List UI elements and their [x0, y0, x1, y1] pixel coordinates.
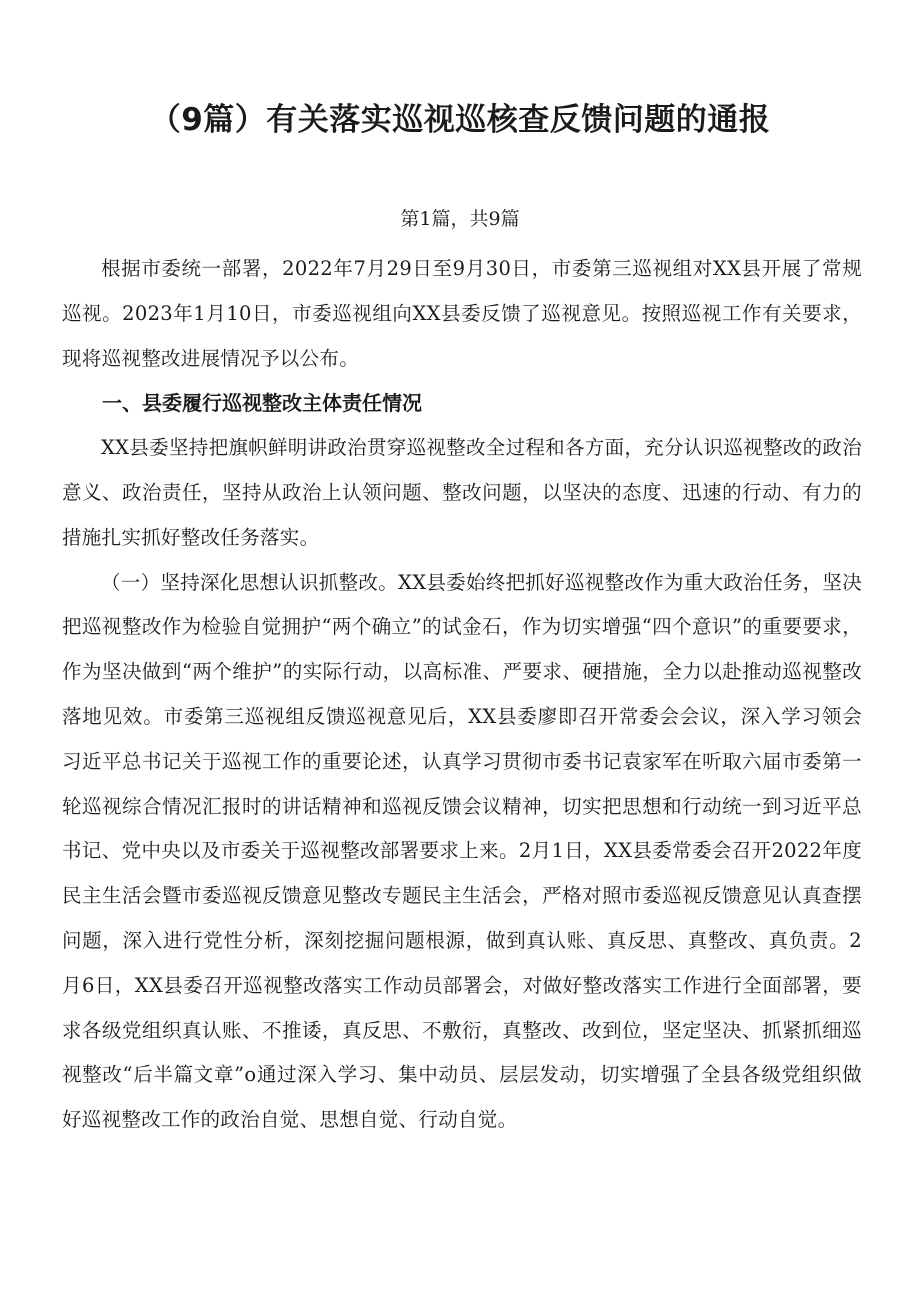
document-title: （9篇）有关落实巡视巡核查反馈问题的通报 [149, 102, 771, 138]
document-body [62, 247, 862, 1143]
paragraph-section-detail: （一）坚持深化思想认识抓整改。XX县委始终把抓好巡视整改作为重大政治任务，坚决把巡视整改作为检验自觉拥护“两个确立”的试金石，作为切实增强“四个意识”的重要要求，作为坚决做到“两个维护”的实际行动，以高标准、严要求、硬措施，全力以赴推动巡视整改落地见效。市委第三巡视组反馈巡视意见后，XX县委廖即召开常委会会议，深入学习领会习近平总书记关于巡视工作的重要论述，认真学习贯彻市委书记袁家军在听取六届市委第一轮巡视综合情况汇报时的讲话精神和巡视反馈会议精神，切实把思想和行动统一到习近平总书记、党中央以及市委关于巡视整改部署要求上来。2月1日，XX县委常委会召开2022年度民主生活会暨市委巡视反馈意见整改专题民主生活会，严格对照市委巡视反馈意见认真查摆问题，深入进行党性分析，深刻挖掘问题根源，做到真认账、真反思、真整改、真负责。2月6日，XX县委召开巡视整改落实工作动员部署会，对做好整改落实工作进行全面部署，要求各级党组织真认账、不推诿，真反思、不敷衍，真整改、改到位，坚定坚决、抓紧抓细巡视整改“后半篇文章”o通过深入学习、集中动员、层层发动，切实增强了全县各级党组织做好巡视整改工作的政治自觉、思想自觉、行动自觉。 [62, 570, 862, 1132]
paragraph-section-overview: XX县委坚持把旗帜鲜明讲政治贯穿巡视整改全过程和各方面，充分认识巡视整改的政治意义、政治责任，坚持从政治上认领问题、整改问题，以坚决的态度、迅速的行动、有力的措施扎实抓好整改任务落实。 [62, 436, 862, 549]
document-subtitle: 第1篇，共9篇 [400, 208, 520, 230]
paragraph-intro: 根据市委统一部署，2022年7月29日至9月30日，市委第三巡视组对XX县开展了常规巡视。2023年1月10日，市委巡视组向XX县委反馈了巡视意见。按照巡视工作有关要求，现将巡视整改进展情况予以公布。 [62, 257, 862, 370]
section-heading: 一、县委履行巡视整改主体责任情况 [102, 391, 422, 416]
